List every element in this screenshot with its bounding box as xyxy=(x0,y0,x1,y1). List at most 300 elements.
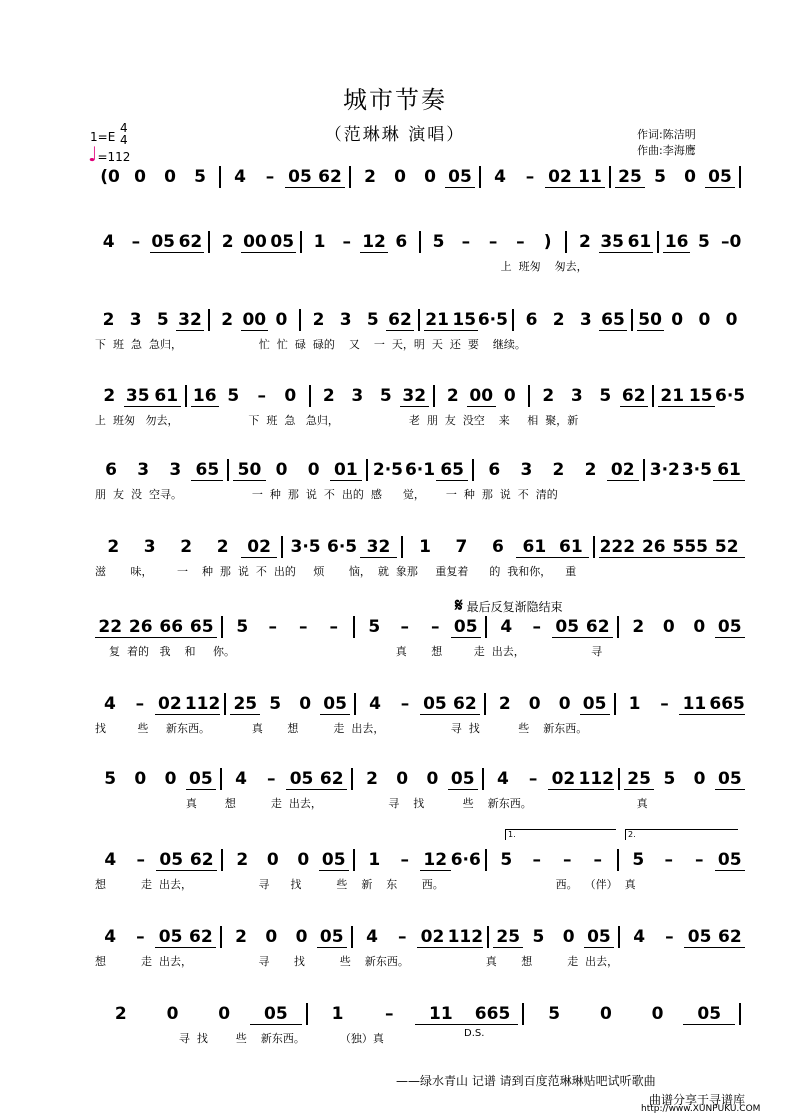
note-token: 05 xyxy=(186,769,216,790)
note-token: 1 xyxy=(628,694,641,714)
notation-row xyxy=(95,767,745,810)
note-token: 0 xyxy=(558,694,571,714)
note-token: 5 xyxy=(632,850,645,870)
note-token: – xyxy=(136,927,145,947)
note-token: 3·5 xyxy=(681,460,712,480)
note-token: 0 xyxy=(275,310,288,330)
lyric-line: 上 班匆 匆去， xyxy=(95,260,588,273)
note-token: 61 xyxy=(627,231,652,252)
transcriber-footer: ——绿水青山 记谱 请到百度范琳琳贴吧试听歌曲 xyxy=(396,1074,656,1088)
notes-line xyxy=(95,165,745,189)
note-token: 05 xyxy=(715,850,746,871)
note-token: 0 xyxy=(396,769,409,789)
note-token: 2 xyxy=(446,386,459,406)
bar-line xyxy=(657,231,659,253)
note-token: 0 xyxy=(426,769,439,789)
note-token: 4 xyxy=(366,927,378,947)
note-token: 12 xyxy=(420,850,451,871)
note-token: 32 xyxy=(360,537,396,558)
note-token: 4 xyxy=(104,850,117,870)
note-token: 2 xyxy=(235,927,247,947)
bar-line xyxy=(366,459,368,481)
note-token: 65 xyxy=(436,460,468,481)
bar-line xyxy=(208,231,210,253)
note-token: 26 xyxy=(636,537,672,558)
bar-line xyxy=(208,309,210,331)
note-token: 16 xyxy=(664,231,689,252)
note-token: 4 xyxy=(497,769,509,789)
note-token: 0 xyxy=(307,460,320,480)
note-token: 2 xyxy=(236,850,249,870)
bar-line xyxy=(739,166,741,188)
note-token: – xyxy=(660,694,669,714)
note-token: 4 xyxy=(369,694,381,714)
note-token: 5 xyxy=(599,386,612,406)
notes-line xyxy=(95,692,745,716)
bar-line xyxy=(631,309,633,331)
note-token: 02 xyxy=(155,694,185,715)
bar-line xyxy=(309,385,311,407)
bar-line xyxy=(221,849,223,871)
note-token: 05 xyxy=(320,694,350,715)
note-token: 5 xyxy=(432,232,445,252)
notation-row xyxy=(95,692,745,735)
notation-row xyxy=(95,384,746,427)
note-token: 4 xyxy=(234,167,246,187)
note-token: 4 xyxy=(633,927,646,947)
lyricist-credit: 作词:陈洁明 xyxy=(637,128,696,141)
note-token: 2·5 xyxy=(372,460,403,480)
lyric-line: 找 些 新东西。 真 想 走 出去， 寻 找 些 新东西。 xyxy=(95,722,588,735)
note-token: 05 xyxy=(285,167,315,188)
note-token: 2 xyxy=(498,694,511,714)
notation-row xyxy=(95,535,745,578)
note-token: 26 xyxy=(126,617,157,638)
bar-line xyxy=(739,1003,741,1025)
note-token: 5 xyxy=(379,386,392,406)
lyric-line: 寻 找 些 新东西。 （独）真 xyxy=(95,1032,384,1045)
note-token: 21 xyxy=(658,386,687,407)
notation-row xyxy=(95,308,745,351)
note-token: 2 xyxy=(221,232,234,252)
note-token: 5 xyxy=(269,694,282,714)
note-token: 3 xyxy=(351,386,364,406)
note-token: 05 xyxy=(156,850,187,871)
note-token: 3 xyxy=(339,310,352,330)
note-token: 35 xyxy=(600,231,624,252)
note-token: (0 xyxy=(100,167,120,187)
note-token: 4 xyxy=(102,232,115,252)
note-token: 3·5 xyxy=(290,537,321,557)
bar-line xyxy=(354,693,356,715)
segno-icon: 𝄋 xyxy=(455,595,463,616)
note-token: 62 xyxy=(583,617,614,638)
note-token: 0 xyxy=(528,694,541,714)
note-token: 2 xyxy=(552,310,565,330)
performer-subtitle: （范琳琳 演唱） xyxy=(324,125,466,145)
note-token: 2 xyxy=(552,460,565,480)
note-token: 02 xyxy=(548,769,578,790)
note-token: 6·1 xyxy=(404,460,436,480)
note-token: 0 xyxy=(295,927,308,947)
bar-line xyxy=(353,616,355,638)
lyric-line: 下 班 急 急归， 忙 忙 碌 碌的 又 一 天，明 天 还 要 继续。 xyxy=(95,338,526,351)
meter-top: 4 xyxy=(120,121,128,135)
note-token: 62 xyxy=(186,927,216,948)
note-token: 00 xyxy=(467,386,496,407)
note-token: 3 xyxy=(137,460,150,480)
note-token: 3 xyxy=(143,537,156,557)
quarter-note-icon: ♩ xyxy=(88,142,98,166)
note-token: 5 xyxy=(227,386,240,406)
bar-line xyxy=(299,309,301,331)
note-token: 50 xyxy=(233,460,265,481)
note-token: 05 xyxy=(445,167,475,188)
note-token: 05 xyxy=(250,1004,302,1025)
bar-line xyxy=(617,849,619,871)
notes-line xyxy=(95,308,745,332)
note-token: 05 xyxy=(705,167,735,188)
bar-line xyxy=(306,1003,308,1025)
bar-line xyxy=(528,385,530,407)
note-token: 62 xyxy=(178,231,203,252)
note-token: 6 xyxy=(105,460,117,480)
bar-line xyxy=(221,616,223,638)
note-token: 0 xyxy=(218,1004,231,1024)
note-token: 3 xyxy=(520,460,533,480)
note-token: – xyxy=(461,232,471,252)
note-token: – xyxy=(563,850,572,870)
note-token: 16 xyxy=(191,386,220,407)
note-token: 62 xyxy=(187,850,218,871)
note-token: – xyxy=(532,850,541,870)
note-token: 3 xyxy=(570,386,583,406)
notes-line xyxy=(95,458,745,482)
note-token: – xyxy=(136,850,145,870)
notes-line xyxy=(95,615,745,639)
note-token: – xyxy=(532,617,541,637)
note-token: 05 xyxy=(420,694,450,715)
note-token: 665 xyxy=(709,693,745,714)
bar-line xyxy=(220,926,222,948)
note-token: 2 xyxy=(366,769,378,789)
note-token: 5 xyxy=(236,617,249,637)
note-token: 1 xyxy=(313,232,326,252)
note-token: 4 xyxy=(104,694,116,714)
note-token: 2 xyxy=(322,386,335,406)
bar-line xyxy=(353,849,355,871)
bar-line xyxy=(351,768,353,790)
note-token: – xyxy=(342,232,351,252)
lyric-line: 想 走 出去， 寻 找 些 新 东 西。 西。 （伴） 真 xyxy=(95,878,636,891)
note-token: 4 xyxy=(104,927,117,947)
note-token: 0 xyxy=(671,310,684,330)
note-token: – xyxy=(135,694,145,714)
note-token: 6·5 xyxy=(715,386,746,406)
note-token: 5 xyxy=(194,167,206,187)
bar-line xyxy=(618,768,620,790)
note-token: 02 xyxy=(545,167,575,188)
note-token: – xyxy=(695,850,704,870)
lyric-line: 朋 友 没 空寻。 一 种 那 说 不 出的 感 觉， 一 种 那 说 不 清的 xyxy=(95,488,558,501)
note-token: 0 xyxy=(698,310,711,330)
note-token: 2 xyxy=(542,386,555,406)
note-token: 4 xyxy=(494,167,506,187)
note-token: 6 xyxy=(525,310,538,330)
note-token: 25 xyxy=(624,769,654,790)
note-token: 112 xyxy=(447,926,484,947)
meter-bottom: 4 xyxy=(120,133,128,147)
bar-line xyxy=(472,459,474,481)
note-token: 1 xyxy=(419,537,431,557)
note-token: 65 xyxy=(191,460,223,481)
note-token: 61 xyxy=(152,386,181,407)
note-token: 05 xyxy=(319,850,350,871)
note-token: 6 xyxy=(488,460,501,480)
notes-line xyxy=(95,535,745,559)
note-token: 01 xyxy=(330,460,362,481)
note-token: 2 xyxy=(584,460,597,480)
note-token: – xyxy=(397,927,407,947)
note-token: 05 xyxy=(286,769,316,790)
note-token: 21 xyxy=(425,309,449,330)
note-token: 05 xyxy=(270,231,295,252)
volta-second-ending: 2. xyxy=(625,829,738,840)
note-token: 61 xyxy=(516,537,552,558)
segno-text: 最后反复渐隐结束 xyxy=(466,600,563,614)
note-token: – xyxy=(593,850,602,870)
bar-line xyxy=(300,231,302,253)
note-token: 2 xyxy=(107,537,120,557)
note-token: 112 xyxy=(578,768,615,789)
note-token: 5 xyxy=(663,769,676,789)
note-token: 32 xyxy=(178,309,202,330)
note-token: 2 xyxy=(180,537,193,557)
bar-line xyxy=(220,768,222,790)
notes-line xyxy=(95,230,745,254)
key-label: 1=E xyxy=(90,130,116,144)
bar-line xyxy=(485,616,487,638)
note-token: 15 xyxy=(687,386,716,407)
note-token: 05 xyxy=(151,231,175,252)
note-token: 62 xyxy=(388,309,412,330)
note-token: 52 xyxy=(709,537,745,558)
volta-first-ending: 1. xyxy=(505,829,616,840)
note-token: – xyxy=(131,232,141,252)
bar-line xyxy=(565,231,567,253)
bar-line xyxy=(482,768,484,790)
note-token: 0 xyxy=(562,927,575,947)
bar-line xyxy=(351,926,353,948)
note-token: 2 xyxy=(114,1004,127,1024)
note-token: 11 xyxy=(575,167,605,188)
note-token: 2 xyxy=(632,617,645,637)
bar-line xyxy=(479,166,481,188)
note-token: 05 xyxy=(552,617,583,638)
note-token: 6 xyxy=(395,232,408,252)
notes-line xyxy=(95,384,745,408)
note-token: 05 xyxy=(684,927,714,948)
note-token: 0 xyxy=(424,167,436,187)
note-token: 222 xyxy=(599,536,636,557)
note-token: 5 xyxy=(104,769,117,789)
bar-line xyxy=(609,166,611,188)
note-token: 6·5 xyxy=(326,537,358,557)
note-token: 112 xyxy=(184,693,221,714)
note-token: 15 xyxy=(452,309,477,330)
note-token: 2 xyxy=(578,232,591,252)
note-token: 2 xyxy=(103,386,116,406)
note-token: 25 xyxy=(230,694,260,715)
bar-line xyxy=(487,926,489,948)
composer-credit: 作曲:李海鹰 xyxy=(637,144,696,157)
note-token: 4 xyxy=(500,617,513,637)
note-token: 0 xyxy=(134,769,147,789)
bar-line xyxy=(281,536,283,558)
note-token: ) xyxy=(543,232,552,252)
note-token: – xyxy=(400,617,409,637)
note-token: 3·2 xyxy=(649,460,680,480)
note-token: 5 xyxy=(548,1004,561,1024)
note-token: 62 xyxy=(620,386,649,407)
note-token: 0 xyxy=(284,386,297,406)
note-token: – xyxy=(299,617,308,637)
note-token: 5 xyxy=(366,310,379,330)
notes-line xyxy=(95,925,745,949)
lyric-line: 想 走 出去， 寻 找 些 新东西。 真 想 走 出去， xyxy=(95,955,619,968)
note-token: 25 xyxy=(493,927,523,948)
note-token: 32 xyxy=(400,386,429,407)
bar-line xyxy=(219,166,221,188)
notation-row xyxy=(95,458,745,501)
note-token: – xyxy=(400,850,409,870)
notation-row xyxy=(95,615,745,658)
note-token: 0 xyxy=(265,927,278,947)
note-token: – xyxy=(265,167,275,187)
share-note: 曲谱分享于寻谱库 xyxy=(649,1093,746,1107)
song-title: 城市节奏 xyxy=(343,86,447,114)
bar-line xyxy=(227,459,229,481)
note-token: 1 xyxy=(331,1004,344,1024)
note-token: 00 xyxy=(242,309,267,330)
note-token: 6 xyxy=(492,537,504,557)
note-token: 05 xyxy=(317,927,347,948)
note-token: 05 xyxy=(715,617,746,638)
note-token: 2 xyxy=(221,310,234,330)
note-token: 05 xyxy=(584,927,614,948)
credits xyxy=(637,127,696,159)
note-token: 66 xyxy=(156,617,187,638)
note-token: – xyxy=(488,232,498,252)
note-token: 61 xyxy=(713,460,745,481)
lyric-line: 复 着的 我 和 你。 真 想 走 出去， 寻 xyxy=(95,645,603,658)
site-url: http://www.XUNPUKU.COM xyxy=(641,1104,761,1114)
note-token: 0 xyxy=(266,850,279,870)
bar-line xyxy=(643,459,645,481)
note-token: 0 xyxy=(503,386,516,406)
note-token: 1 xyxy=(368,850,381,870)
note-token: 12 xyxy=(362,231,386,252)
note-token: 0 xyxy=(275,460,288,480)
note-token: 0 xyxy=(394,167,406,187)
note-token: 35 xyxy=(124,386,153,407)
note-token: – xyxy=(268,617,277,637)
note-token: 62 xyxy=(450,694,480,715)
note-token: 0 xyxy=(725,310,738,330)
bar-line xyxy=(618,926,620,948)
bar-line xyxy=(418,309,420,331)
note-token: – xyxy=(267,769,276,789)
note-token: 11 xyxy=(415,1004,467,1025)
note-token: 65 xyxy=(187,617,218,638)
note-token: – xyxy=(516,232,525,252)
note-token: 50 xyxy=(638,309,662,330)
tempo-value: =112 xyxy=(97,150,131,164)
note-token: 11 xyxy=(679,694,709,715)
note-token: 00 xyxy=(243,231,267,252)
bar-line xyxy=(185,385,187,407)
note-token: 65 xyxy=(601,309,625,330)
note-token: – xyxy=(664,850,673,870)
note-token: – xyxy=(431,617,440,637)
note-token: 3 xyxy=(169,460,182,480)
note-token: 0 xyxy=(164,769,177,789)
lyric-line: 真 想 走 出去， 寻 找 些 新东西。 真 xyxy=(95,797,648,810)
notation-row xyxy=(95,230,745,273)
note-token: 5 xyxy=(698,232,710,252)
notation-row xyxy=(95,848,745,891)
note-token: 3 xyxy=(579,310,592,330)
note-token: 0 xyxy=(684,167,696,187)
note-token: 555 xyxy=(672,536,709,557)
note-token: 0 xyxy=(662,617,675,637)
bar-line xyxy=(485,849,487,871)
bar-line xyxy=(401,536,403,558)
note-token: 05 xyxy=(451,617,482,638)
note-token: 61 xyxy=(553,537,589,558)
notation-row xyxy=(95,1002,745,1045)
notation-row xyxy=(95,165,745,205)
bar-line xyxy=(512,309,514,331)
note-token: 5 xyxy=(654,167,666,187)
note-token: 25 xyxy=(615,167,645,188)
notation-row xyxy=(95,925,745,968)
note-token: 5 xyxy=(500,850,513,870)
note-token: 0 xyxy=(693,617,706,637)
bar-line xyxy=(593,536,595,558)
note-token: – xyxy=(528,769,538,789)
note-token: 05 xyxy=(580,694,610,715)
time-signature xyxy=(120,122,128,146)
bar-line xyxy=(349,166,351,188)
bar-line xyxy=(614,693,616,715)
note-token: 02 xyxy=(607,460,639,481)
note-token: – xyxy=(525,167,535,187)
lyric-line: 上 班匆 勿去， 下 班 急 急归， 老 朋 友 没空 来 相 聚，新 xyxy=(95,414,579,427)
note-token: 2 xyxy=(216,537,229,557)
note-token: 05 xyxy=(448,769,478,790)
note-token: 2 xyxy=(364,167,376,187)
note-token: 0 xyxy=(164,167,176,187)
note-token: 0 xyxy=(693,769,706,789)
note-token: 0 xyxy=(134,167,146,187)
note-token: – xyxy=(400,694,410,714)
note-token: 5 xyxy=(156,310,169,330)
note-token: 6·5 xyxy=(477,310,508,330)
note-token: 05 xyxy=(683,1004,735,1025)
note-token: – xyxy=(329,617,338,637)
bar-line xyxy=(484,693,486,715)
